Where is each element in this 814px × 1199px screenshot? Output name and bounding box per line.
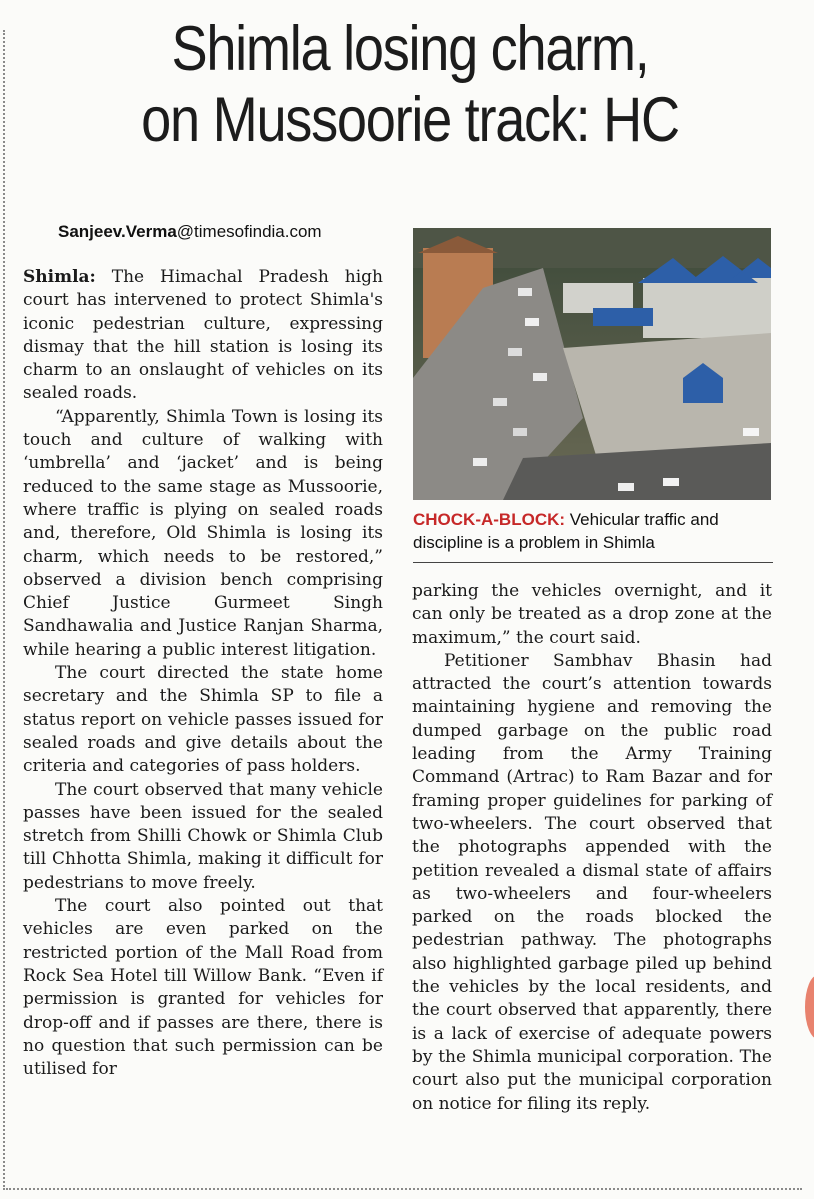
photo-car (663, 478, 679, 486)
headline-line-1: Shimla losing charm, (171, 14, 649, 84)
byline-name: Sanjeev.Verma (58, 222, 177, 241)
page-edge-marker (805, 975, 814, 1039)
byline-domain: @timesofindia.com (176, 222, 322, 241)
article-paragraph-1 (23, 266, 383, 406)
dotted-column-rule (3, 30, 5, 1190)
article-paragraph-2: “Apparently, Shimla Town is losing its touch and culture of walking with ‘umbrella’ and ‘jacket’ and is being reduced to the same stage as Mussoorie, where traffic is plying on sealed roads and, therefore, Old Shimla is losing its charm, which needs to be restored,” observed a division bench comprising Chief Justice Gurmeet Singh Sandhawalia and Justice Ranjan Sharma, while hearing a public interest litigation. (23, 406, 383, 660)
photo-illustration (413, 228, 771, 500)
photo-car (525, 318, 539, 326)
photo-car (508, 348, 522, 356)
byline (58, 222, 322, 242)
article-column-left (23, 266, 383, 1081)
article-paragraph-6: parking the vehicles overnight, and it can only be treated as a drop zone at the maximum,” the court said. (412, 581, 772, 648)
headline (75, 14, 746, 155)
news-photo-shimla-traffic (413, 228, 771, 500)
article-paragraph-1-text: The Himachal Pradesh high court has intervened to protect Shimla's iconic pedestrian culture, expressing dismay that the hill station is losing its charm to an onslaught of vehicles on its sealed roads. (23, 267, 383, 404)
photo-car (513, 428, 527, 436)
dateline: Shimla: (23, 267, 96, 287)
photo-car (473, 458, 487, 466)
article-paragraph-4: The court observed that many vehicle passes have been issued for the sealed stretch from Shilli Chowk or Shimla Club till Chhotta Shimla, making it difficult for pedestrians to move freely. (23, 779, 383, 893)
caption-text: Vehicular traffic and discipline is a problem in Shimla (413, 510, 719, 552)
dotted-bottom-rule (6, 1188, 802, 1190)
caption-kicker: CHOCK-A-BLOCK: (413, 510, 566, 529)
photo-car (493, 398, 507, 406)
caption-rule (413, 562, 773, 563)
photo-car (533, 373, 547, 381)
photo-car (618, 483, 634, 491)
article-paragraph-3: The court directed the state home secretary and the Shimla SP to file a status report on vehicle passes issued for sealed roads and give details about the criteria and categories of pass holders. (23, 663, 383, 777)
photo-car (518, 288, 532, 296)
photo-caption (413, 508, 773, 554)
article-paragraph-7: Petitioner Sambhav Bhasin had attracted the court’s attention towards maintaining hygiene and removing the dumped garbage on the public road leading from the Army Training Command (Artrac) to Ram Bazar and for framing proper guidelines for parking of two-wheelers. The court observed that the photographs appended with the petition revealed a dismal state of affairs as two-wheelers and four-wheelers parked on the roads blocked the pedestrian pathway. The photographs also highlighted garbage piled up behind the vehicles by the local residents, and the court observed that apparently, there is a lack of exercise of adequate powers by the Shimla municipal corporation. The court also put the municipal corporation on notice for filing its reply. (412, 650, 772, 1114)
headline-line-2: on Mussoorie track: HC (141, 84, 679, 155)
photo-building-right (643, 278, 771, 338)
photo-car (743, 428, 759, 436)
photo-blue-roof (593, 308, 653, 326)
article-paragraph-5: The court also pointed out that vehicles are even parked on the restricted portion of the Mall Road from Rock Sea Hotel till Willow Bank. “Even if permission is granted for vehicles for drop-off and if passes are there, there is no question that such permission can be utilised for (23, 896, 383, 1080)
article-column-right (412, 580, 772, 1116)
